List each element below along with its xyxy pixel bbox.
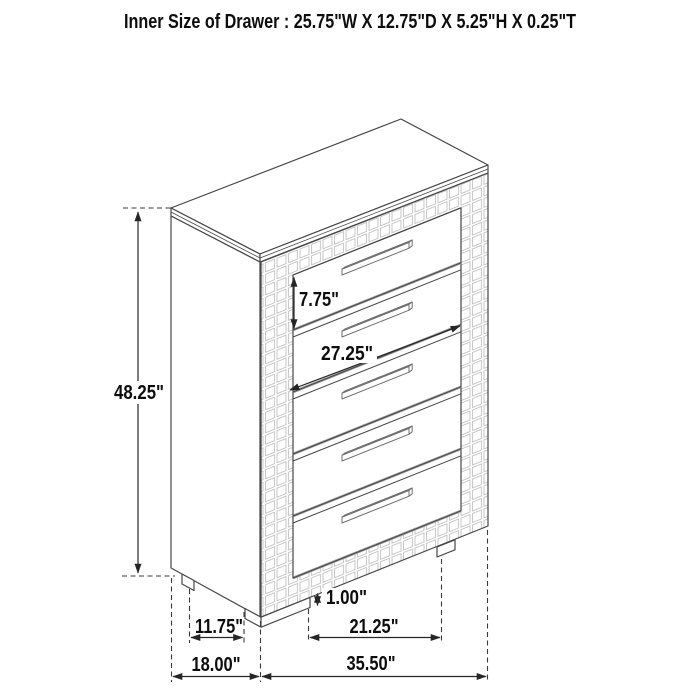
label-overall-height: 48.25" xyxy=(114,382,164,404)
label-overall-depth: 18.00" xyxy=(191,654,241,676)
page-title: Inner Size of Drawer : 25.75"W X 12.75"D X 5.25"H X 0.25"T xyxy=(124,10,577,33)
label-foot-height: 1.00" xyxy=(326,587,367,609)
label-drawer-width: 27.25" xyxy=(321,343,373,365)
chest-drawing xyxy=(171,119,488,627)
left-side-panel xyxy=(171,216,260,617)
label-drawer-height: 7.75" xyxy=(299,289,339,311)
label-side-foot-spacing: 11.75" xyxy=(195,616,243,638)
label-overall-width: 35.50" xyxy=(346,653,396,675)
label-front-foot-spacing: 21.25" xyxy=(349,616,399,638)
